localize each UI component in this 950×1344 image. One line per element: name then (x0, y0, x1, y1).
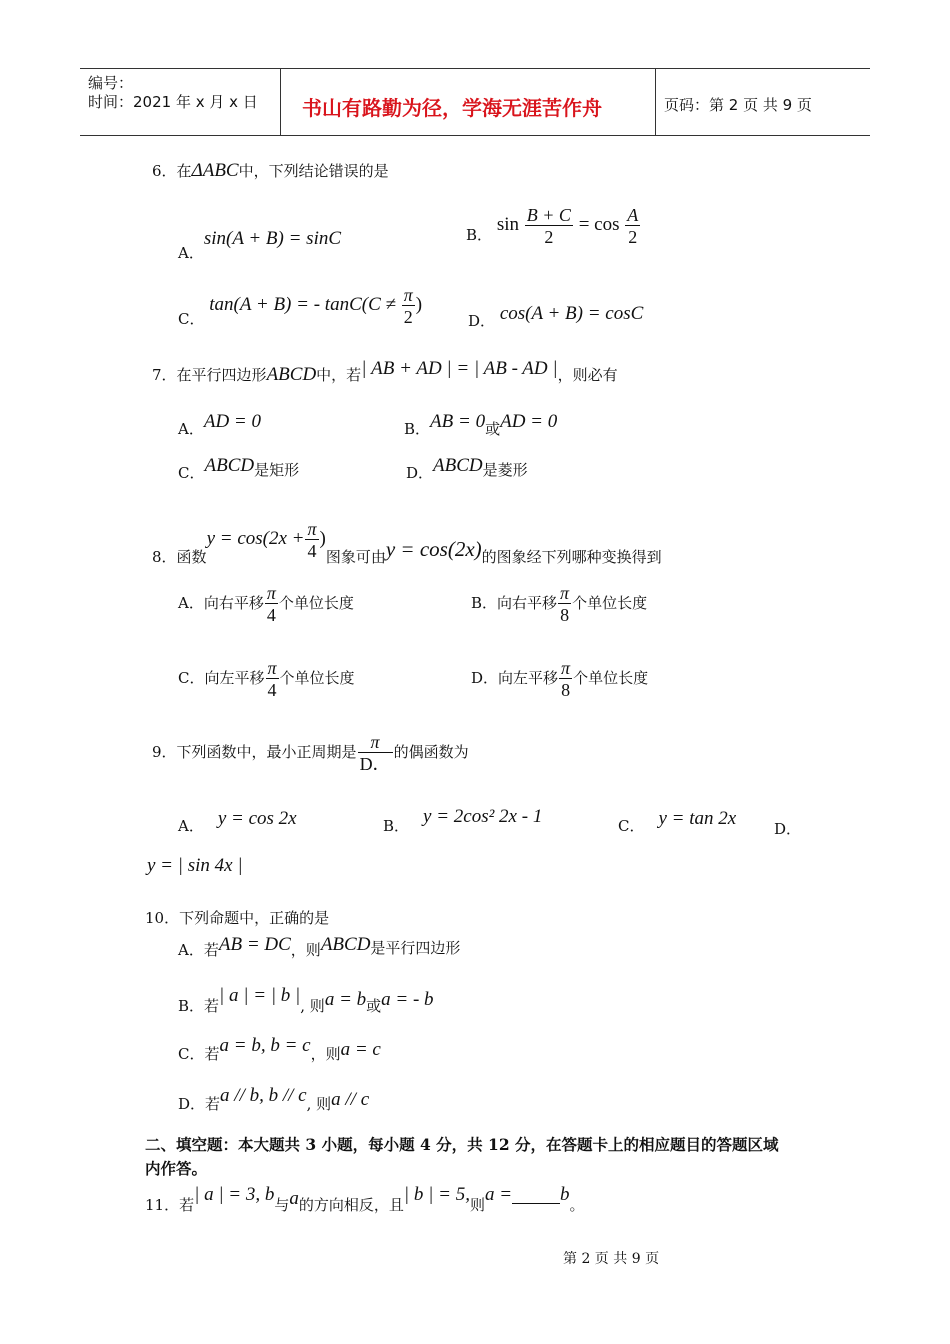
option-text: , 则 (300, 997, 325, 1015)
question-10-option-c (178, 1035, 381, 1063)
math-expr: AB = 0 (430, 411, 486, 432)
option-label: A． (178, 594, 204, 612)
question-7-option-c (178, 455, 300, 482)
option-text: 个单位长度 (572, 594, 648, 612)
option-label: C． (178, 310, 205, 328)
math-expr: a = - b (381, 989, 434, 1010)
header-page-info: 页码：第 2 页 共 9 页 (664, 96, 812, 114)
option-text: 个单位长度 (278, 594, 354, 612)
question-text: 下列命题中，正确的是 (179, 909, 330, 927)
question-text: 图象可由 (325, 548, 386, 566)
header-motto: 书山有路勤为径，学海无涯苦作舟 (302, 96, 602, 120)
math-expr: a // b, b // c (220, 1085, 307, 1106)
fraction: $\frac{\pi}{8}$ (560, 583, 570, 625)
math-expr: tan(A + B) = - tanC(C ≠ (209, 294, 396, 315)
answer-blank[interactable] (512, 1187, 560, 1204)
question-number: 7． (152, 366, 177, 384)
question-number: 6． (152, 162, 177, 180)
header-divider-right (655, 68, 656, 136)
question-text: 函数 (176, 548, 207, 566)
math-expr: y = cos(2x + (206, 528, 305, 549)
question-10-option-b (178, 985, 434, 1015)
question-7-stem (152, 358, 618, 386)
math-expr: y = | sin 4x | (147, 855, 243, 876)
page-footer: 第 2 页 共 9 页 (563, 1251, 660, 1267)
question-text: 在 (176, 162, 192, 180)
option-label: C． (178, 464, 205, 482)
question-8-option-d (471, 659, 648, 699)
question-number: 10． (145, 909, 180, 927)
question-6-option-c (178, 286, 422, 326)
question-6-option-d (468, 303, 644, 330)
math-expr: | a | = | b | (219, 985, 301, 1006)
option-text: 个单位长度 (279, 669, 355, 687)
math-expr: AD = 0 (500, 411, 558, 432)
option-label: A． (178, 817, 204, 835)
question-10-option-a (178, 934, 461, 959)
fraction: $\frac{\pi}{4}$ (267, 658, 277, 700)
question-text: 的偶函数为 (393, 743, 469, 761)
math-expr: y = cos(2x) (385, 537, 482, 561)
option-text: 或 (366, 997, 382, 1015)
question-text: 的方向相反，且 (298, 1196, 404, 1214)
question-11 (145, 1183, 585, 1214)
math-expr: y = tan 2x (658, 808, 737, 829)
option-label: A． (178, 244, 204, 262)
math-expr: ABCD (433, 455, 483, 476)
option-text: 向右平移 (497, 594, 558, 612)
question-text: 下列函数中，最小正周期是 (176, 743, 357, 761)
question-number: 8． (152, 548, 177, 566)
option-label: D． (774, 820, 802, 838)
option-text: 若 (205, 1095, 221, 1113)
question-9-stem (152, 733, 469, 773)
question-8-stem (152, 508, 662, 566)
question-9-option-b (383, 806, 543, 835)
fraction: $\frac{\pi}{4}$ (307, 519, 317, 561)
question-6-stem (152, 160, 389, 182)
question-text: 。 (569, 1196, 585, 1214)
math-expr: AD = 0 (203, 411, 261, 432)
option-label: D． (468, 312, 496, 330)
option-text: , 则 (306, 1095, 332, 1113)
question-text: 中，若 (316, 366, 362, 384)
question-9-option-a (178, 808, 297, 835)
math-expr: | a | = 3, b (194, 1184, 275, 1205)
math-expr: sin(A + B) = sinC (203, 228, 342, 249)
header-code-label: 编号： (88, 74, 134, 92)
option-label: D． (406, 464, 434, 482)
option-text: 向右平移 (203, 594, 264, 612)
question-text: ，则必有 (557, 366, 618, 384)
question-8-option-b (471, 584, 647, 624)
header-bottom-border (80, 135, 870, 136)
math-expr: a = b (324, 989, 367, 1010)
fraction: $\frac{B + C}{2}$ (526, 205, 571, 247)
option-label: A． (178, 941, 204, 959)
question-text: 的图象经下列哪种变换得到 (481, 548, 662, 566)
math-expr: | b | = 5, (403, 1184, 470, 1205)
question-8-option-a (178, 584, 354, 624)
question-text: 则 (469, 1196, 485, 1214)
math-expr: ) (319, 528, 326, 549)
fraction: $\frac{\pi}{2}$ (403, 285, 413, 327)
option-label: C． (178, 1045, 205, 1063)
math-expr: ) (415, 294, 423, 315)
math-expr: cos(A + B) = cosC (499, 303, 644, 324)
question-7-option-d (406, 455, 528, 482)
option-label: B． (383, 817, 410, 835)
question-text: 中，下列结论错误的是 (238, 162, 389, 180)
fraction: $\frac{\pi}{D.}$ (359, 732, 391, 774)
math-expr: sin (496, 214, 519, 235)
option-text: 是平行四边形 (370, 939, 461, 957)
option-text: 或 (485, 420, 501, 438)
option-label: B． (178, 997, 205, 1015)
question-9-option-d-expr (147, 855, 243, 877)
math-expr: a // c (331, 1089, 370, 1110)
question-number: 9． (152, 743, 177, 761)
option-text: 若 (204, 1045, 220, 1063)
question-6-option-a (178, 228, 342, 262)
section-2-heading-line1: 二、填空题：本大题共 3 小题，每小题 4 分，共 12 分，在答题卡上的相应题目的答题区域 (145, 1135, 779, 1154)
math-expr: a = c (340, 1039, 381, 1060)
header-top-border (80, 68, 870, 69)
fraction: $\frac{\pi}{4}$ (266, 583, 276, 625)
option-label: C． (618, 817, 645, 835)
option-text: 若 (203, 941, 219, 959)
question-10-stem (145, 907, 329, 928)
option-label: D． (178, 1095, 206, 1113)
math-expr: y = cos 2x (217, 808, 297, 829)
math-expr: ABCD (204, 455, 255, 476)
option-text: 个单位长度 (573, 669, 649, 687)
option-label: B． (466, 226, 493, 244)
question-9-option-c (618, 808, 737, 835)
question-7-option-b (404, 411, 558, 438)
math-expr: | AB + AD | = | AB - AD | (361, 358, 558, 379)
option-label: B． (471, 594, 498, 612)
question-9-option-d (774, 818, 801, 839)
option-text: ，则 (310, 1045, 341, 1063)
option-text: 是矩形 (254, 461, 300, 479)
option-text: 向左平移 (204, 669, 265, 687)
option-text: 向左平移 (498, 669, 559, 687)
math-expr: ABCD (320, 934, 371, 955)
question-text: 若 (179, 1196, 195, 1214)
option-label: C． (178, 669, 205, 687)
header-time-label: 时间：2021 年 x 月 x 日 (88, 93, 258, 111)
header-divider-left (280, 68, 281, 136)
option-label: D． (471, 669, 499, 687)
math-expr: ABCD (266, 364, 317, 385)
math-expr: y = 2cos² 2x - 1 (423, 806, 543, 827)
math-expr: b (560, 1184, 570, 1205)
option-text: 若 (204, 997, 220, 1015)
math-expr: AB = DC (218, 934, 291, 955)
option-label: A． (178, 420, 204, 438)
fraction: $\frac{\pi}{8}$ (561, 658, 571, 700)
math-expr: a = b, b = c (219, 1035, 311, 1056)
option-label: B． (404, 420, 431, 438)
question-8-option-c (178, 659, 355, 699)
question-text: 与 (274, 1196, 290, 1214)
question-text: 在平行四边形 (176, 366, 267, 384)
question-10-option-d (178, 1085, 370, 1113)
math-expr: a (289, 1188, 299, 1209)
math-expr: a = (484, 1184, 513, 1205)
option-text: 是菱形 (482, 461, 528, 479)
question-7-option-a (178, 411, 261, 438)
option-text: ，则 (290, 941, 321, 959)
question-number: 11． (145, 1196, 180, 1214)
math-expr: ΔABC (191, 160, 239, 181)
math-expr: = cos (578, 214, 620, 235)
fraction: $\frac{A}{2}$ (627, 205, 639, 247)
question-6-option-b (466, 206, 641, 246)
section-2-heading-line2: 内作答。 (145, 1159, 208, 1178)
